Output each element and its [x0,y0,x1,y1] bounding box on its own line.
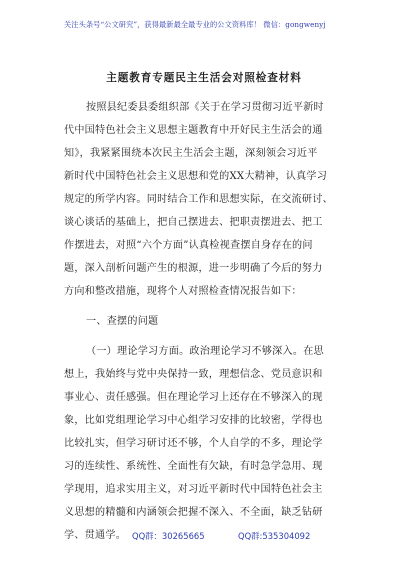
document-title: 主题教育专题民主生活会对照检查材料 [106,72,302,84]
body-line: （一）理论学习方面。政治理论学习不够深入。在思 [86,346,324,357]
body-line: 方向和整改措施，现将个人对照检查情况报告如下： [64,286,302,297]
footer [0,529,408,543]
body-line: 作摆进去，对照“六个方面”认真检视查摆自身存在的问 [64,240,313,251]
body-line: 按照县纪委县委组织部《关于在学习贯彻习近平新时 [86,102,324,113]
body-line: 知》，我紧紧围绕本次民主生活会主题，深刻领会习近平 [64,148,318,159]
body-line: 义思想的精髓和内涵领会把握不深入、不全面，缺乏钻研 [64,507,323,518]
body-line: 象，比如党组理论学习中心组学习安排的比较密，学得也 [64,415,323,426]
body-line: 学、贯通学。 [64,530,127,541]
body-line: 新时代中国特色社会主义思想和党的XX大精神，认真学习 [64,171,328,182]
body-line: 习的连续性、系统性、全面性有欠缺，有时急学急用、现 [64,461,323,472]
body-line: 事业心、责任感强。但在理论学习上还存在不够深入的现 [64,392,323,403]
footer-qq-group-2: QQ群:535304092 [238,531,311,541]
body-line: 想上，我始终与党中央保持一致，理想信念、党员意识和 [64,369,323,380]
body-line: 比较扎实，但学习研讨还不够，个人自学的不多，理论学 [64,438,323,449]
footer-qq-group-1: QQ群：30265665 [132,531,205,541]
body-line: 谈心谈话的基础上，把自己摆进去、把职责摆进去、把工 [64,217,323,228]
body-line: 题，深入剖析问题产生的根源，进一步明确了今后的努力 [64,263,323,274]
header-note: 关注头条号“公文研究”，获得最新最全最专业的公文资料库！ 微信：gongwenyj [64,20,326,29]
body-line: 学现用，追求实用主义，对习近平新时代中国特色社会主 [64,484,323,495]
body-line: 规定的所学内容。同时结合工作和思想实际，在交流研讨、 [64,194,333,205]
section-heading: 一、查摆的问题 [86,316,159,327]
body-line: 代中国特色社会主义思想主题教育中开好民主生活会的通 [64,125,323,136]
